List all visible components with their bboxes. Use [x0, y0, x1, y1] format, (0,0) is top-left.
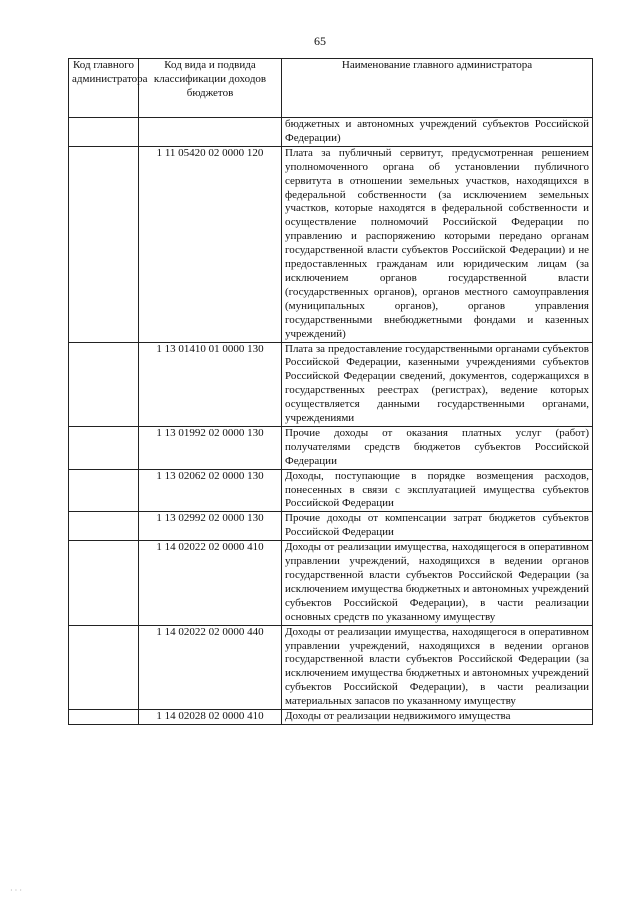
admin-code-cell [69, 342, 139, 426]
income-code-cell: 1 14 02022 02 0000 440 [139, 625, 282, 709]
admin-code-cell [69, 426, 139, 469]
admin-name-cell: Доходы от реализации имущества, находящегося в оперативном управлении учреждений, находящихся в ведении органов государственной власти субъектов Российской Федерации (за исключением имущества бюджетных и автономных учреждений субъектов Российской Федерации), в части реализации основных средств по указанному имуществу [282, 541, 593, 625]
income-code-cell: 1 14 02022 02 0000 410 [139, 541, 282, 625]
admin-name-cell: Плата за публичный сервитут, предусмотренная решением уполномоченного органа об установлении публичного сервитута в отношении земельных участков, находящихся в федеральной собственности (за исключением земельных участков, которые находятся в федеральной собственности и осуществление полномочий Российской Федерации по управлению и распоряжению которыми передано органам государственной власти субъектов Российской Федерации) и не предоставленных гражданам или юридическим лицам (за исключением органов государственной власти (государственных органов), органов местного самоуправления (муниципальных органов), органов управления государственными внебюджетными фондами и казенных учреждений) [282, 146, 593, 342]
table-header-row [69, 59, 593, 118]
table-row [69, 469, 593, 512]
table-row [69, 146, 593, 342]
admin-name-cell: Плата за предоставление государственными органами субъектов Российской Федерации, казенными учреждениями субъектов Российской Федерации сведений, документов, содержащихся в государственных реестрах (регистрах), ведение которых осуществляется данными государственными органами, учреждениями [282, 342, 593, 426]
header-admin-code: Код главного администратора [69, 59, 139, 118]
income-code-cell: 1 14 02028 02 0000 410 [139, 710, 282, 725]
admin-code-cell [69, 469, 139, 512]
table-row [69, 541, 593, 625]
header-income-code: Код вида и подвида классификации доходов бюджетов [139, 59, 282, 118]
income-code-cell: 1 13 01992 02 0000 130 [139, 426, 282, 469]
admin-code-cell [69, 512, 139, 541]
header-admin-name: Наименование главного администратора [282, 59, 593, 118]
table-row [69, 342, 593, 426]
income-classification-table [68, 58, 593, 725]
admin-code-cell [69, 146, 139, 342]
table-row [69, 426, 593, 469]
income-code-cell: 1 13 02992 02 0000 130 [139, 512, 282, 541]
admin-name-cell: бюджетных и автономных учреждений субъектов Российской Федерации) [282, 118, 593, 147]
admin-name-cell: Прочие доходы от оказания платных услуг (работ) получателями средств бюджетов субъектов Российской Федерации [282, 426, 593, 469]
table-row [69, 625, 593, 709]
income-code-cell: 1 11 05420 02 0000 120 [139, 146, 282, 342]
scan-artifact: · · · [10, 886, 22, 895]
admin-name-cell: Доходы от реализации недвижимого имущества [282, 710, 593, 725]
income-code-cell [139, 118, 282, 147]
admin-code-cell [69, 118, 139, 147]
admin-name-cell: Прочие доходы от компенсации затрат бюджетов субъектов Российской Федерации [282, 512, 593, 541]
income-code-cell: 1 13 01410 01 0000 130 [139, 342, 282, 426]
income-code-cell: 1 13 02062 02 0000 130 [139, 469, 282, 512]
admin-name-cell: Доходы от реализации имущества, находящегося в оперативном управлении учреждений, находящихся в ведении органов государственной власти субъектов Российской Федерации (за исключением имущества бюджетных и автономных учреждений субъектов Российской Федерации), в части реализации материальных запасов по указанному имуществу [282, 625, 593, 709]
admin-code-cell [69, 710, 139, 725]
table-row [69, 118, 593, 147]
admin-code-cell [69, 625, 139, 709]
table-row [69, 710, 593, 725]
admin-code-cell [69, 541, 139, 625]
page-number: 65 [314, 34, 326, 48]
admin-name-cell: Доходы, поступающие в порядке возмещения расходов, понесенных в связи с эксплуатацией имущества субъектов Российской Федерации [282, 469, 593, 512]
table-row [69, 512, 593, 541]
